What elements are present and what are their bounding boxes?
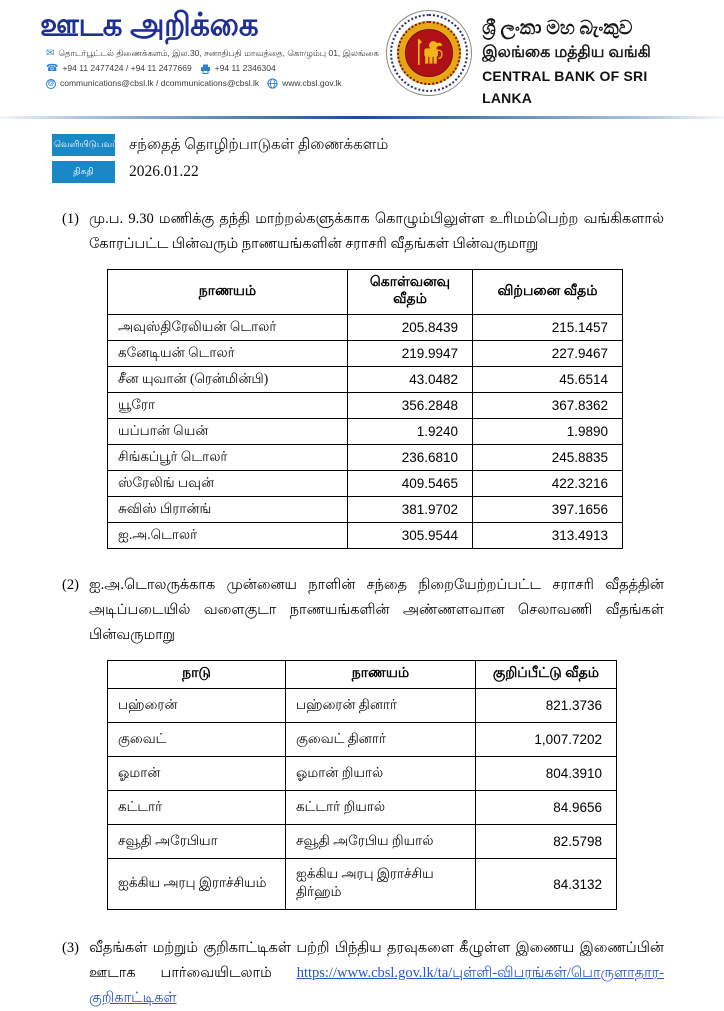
name-cell: பஹ்ரைன் தினார் — [286, 689, 476, 723]
phone-numbers: +94 11 2477424 / +94 11 2477669 — [62, 63, 192, 73]
table-row — [108, 315, 623, 341]
rate-cell: 422.3216 — [473, 471, 623, 497]
selling-rate-column-header: விற்பனை வீதம் — [473, 270, 623, 315]
rate-cell: 356.2848 — [348, 393, 473, 419]
name-cell: கனேடியன் டொலர் — [108, 341, 348, 367]
name-cell: யூரோ — [108, 393, 348, 419]
rate-cell: 313.4913 — [473, 523, 623, 549]
release-meta — [52, 134, 724, 183]
rate-cell: 205.8439 — [348, 315, 473, 341]
letterhead — [0, 0, 724, 109]
name-cell: பஹ்ரைன் — [108, 689, 286, 723]
table-row — [108, 757, 617, 791]
fax-icon — [200, 64, 211, 74]
item-number: (2) — [62, 577, 79, 593]
paragraph-item-3 — [62, 936, 664, 1011]
rate-cell: 236.6810 — [348, 445, 473, 471]
rate-cell: 367.8362 — [473, 393, 623, 419]
table-row — [108, 445, 623, 471]
rate-cell: 84.3132 — [476, 859, 617, 910]
table-row — [108, 723, 617, 757]
rate-cell: 305.9544 — [348, 523, 473, 549]
header-divider — [0, 116, 724, 119]
table-row — [108, 859, 617, 910]
issuer-value: சந்தைத் தொழிற்பாடுகள் திணைக்களம் — [129, 136, 389, 153]
name-cell: கட்டார் — [108, 791, 286, 825]
name-cell: ஓமான் — [108, 757, 286, 791]
email-addresses: communications@cbsl.lk / dcommunications@cbsl.lk — [60, 78, 260, 88]
date-value: 2026.01.22 — [129, 163, 199, 180]
rate-cell: 43.0482 — [348, 367, 473, 393]
issuer-label: வெளியிடுபவர் — [52, 134, 115, 156]
rate-cell: 245.8835 — [473, 445, 623, 471]
postal-address: தொடர்பூட்டல் திணைக்களம், இல.30, சனாதிபதி மாவத்தை, கொழும்பு 01, இலங்கை — [58, 48, 379, 58]
rate-cell: 804.3910 — [476, 757, 617, 791]
bank-name-tamil: இலங்கை மத்திய வங்கி — [482, 44, 651, 61]
name-cell: கட்டார் றியால் — [286, 791, 476, 825]
bank-name-english: CENTRAL BANK OF SRI LANKA — [482, 68, 648, 106]
table-row — [108, 689, 617, 723]
rate-cell: 821.3736 — [476, 689, 617, 723]
paragraph-item-1 — [62, 207, 664, 257]
name-cell: சுவிஸ் பிரான்ங் — [108, 497, 348, 523]
rate-cell: 215.1457 — [473, 315, 623, 341]
name-cell: குவைட் — [108, 723, 286, 757]
name-cell: ஸ்ரேலிங் பவுன் — [108, 471, 348, 497]
media-release-title: ஊடக அறிக்கை — [40, 6, 259, 43]
globe-icon — [267, 78, 278, 89]
envelope-icon: ✉ — [46, 48, 55, 59]
rate-cell: 1,007.7202 — [476, 723, 617, 757]
name-cell: சிங்கப்பூர் டொலர் — [108, 445, 348, 471]
contact-block — [46, 46, 386, 91]
name-cell: சீன யுவான் (ரென்மின்பி) — [108, 367, 348, 393]
fax-number: +94 11 2346304 — [214, 63, 276, 73]
name-cell: சவூதி அரேபிய றியால் — [286, 825, 476, 859]
bank-name-sinhala: ශ්‍රී ලංකා මහ බැංකුව — [482, 18, 633, 39]
item-text — [89, 936, 664, 1011]
rate-cell: 1.9890 — [473, 419, 623, 445]
table-row — [108, 825, 617, 859]
item-number: (3) — [62, 940, 79, 956]
rate-cell: 381.9702 — [348, 497, 473, 523]
table-header-row — [108, 661, 617, 689]
name-cell: அவுஸ்திரேலியன் டொலர் — [108, 315, 348, 341]
rate-cell: 84.9656 — [476, 791, 617, 825]
name-cell: குவைட் தினார் — [286, 723, 476, 757]
currency-column-header: நாணயம் — [286, 661, 476, 689]
name-cell: ஐ.அ.டொலர் — [108, 523, 348, 549]
table-row — [108, 367, 623, 393]
phone-icon: ☎ — [46, 63, 59, 74]
item-text: ஐ.அ.டொலருக்காக முன்னைய நாளின் சந்தை நிறையேற்றப்பட்ட சராசரி வீதத்தின் அடிப்படையில் வளைகுடா நாணயங்களின் அண்ணளவான செலாவணி வீதங்கள் பின்வருமாறு — [89, 577, 664, 643]
gulf-currency-rates-table — [107, 660, 617, 910]
email-icon: @ — [47, 79, 55, 87]
table-row — [108, 791, 617, 825]
statistics-page-link[interactable]: https://www.cbsl.gov.lk/ta/புள்ளி-விபரங்கள்/பொருளாதார-குறிகாட்டிகள் — [89, 965, 664, 1006]
website-url: www.cbsl.gov.lk — [282, 78, 342, 88]
paragraph-item-2 — [62, 573, 664, 648]
indicative-rate-column-header: குறிப்பீட்டு வீதம் — [476, 661, 617, 689]
date-label: திகதி — [52, 161, 115, 183]
table-row — [108, 471, 623, 497]
table-row — [108, 393, 623, 419]
rate-cell: 219.9947 — [348, 341, 473, 367]
rate-cell: 227.9467 — [473, 341, 623, 367]
name-cell: ஐக்கிய அரபு இராச்சியம் — [108, 859, 286, 910]
table-row — [108, 341, 623, 367]
rate-cell: 1.9240 — [348, 419, 473, 445]
cbsl-seal-logo — [386, 10, 472, 96]
rate-cell: 409.5465 — [348, 471, 473, 497]
rate-cell: 397.1656 — [473, 497, 623, 523]
buying-rate-column-header: கொள்வனவு வீதம் — [348, 270, 473, 315]
exchange-rates-table — [107, 269, 623, 549]
table-row — [108, 497, 623, 523]
item-text: மு.ப. 9.30 மணிக்கு தந்தி மாற்றல்களுக்காக கொழும்பிலுள்ள உரிமம்பெற்ற வங்கிகளால் கோரப்பட்ட பின்வரும் நாணயங்களின் சராசரி வீதங்கள் பின்வருமாறு — [89, 211, 664, 252]
name-cell: ஐக்கிய அரபு இராச்சிய திர்ஹம் — [286, 859, 476, 910]
table-row — [108, 419, 623, 445]
name-cell: யப்பான் யென் — [108, 419, 348, 445]
table-row — [108, 523, 623, 549]
rate-cell: 45.6514 — [473, 367, 623, 393]
rate-cell: 82.5798 — [476, 825, 617, 859]
currency-column-header: நாணயம் — [108, 270, 348, 315]
name-cell: சவூதி அரேபியா — [108, 825, 286, 859]
item3-text: வீதங்கள் மற்றும் குறிகாட்டிகள் பற்றி பிந்திய தரவுகளை கீழுள்ள இணைய இணைப்பின் ஊடாக பார்வையிடலாம் — [89, 940, 664, 981]
country-column-header: நாடு — [108, 661, 286, 689]
item-number: (1) — [62, 211, 79, 227]
name-cell: ஓமான் றியால் — [286, 757, 476, 791]
table-header-row — [108, 270, 623, 315]
